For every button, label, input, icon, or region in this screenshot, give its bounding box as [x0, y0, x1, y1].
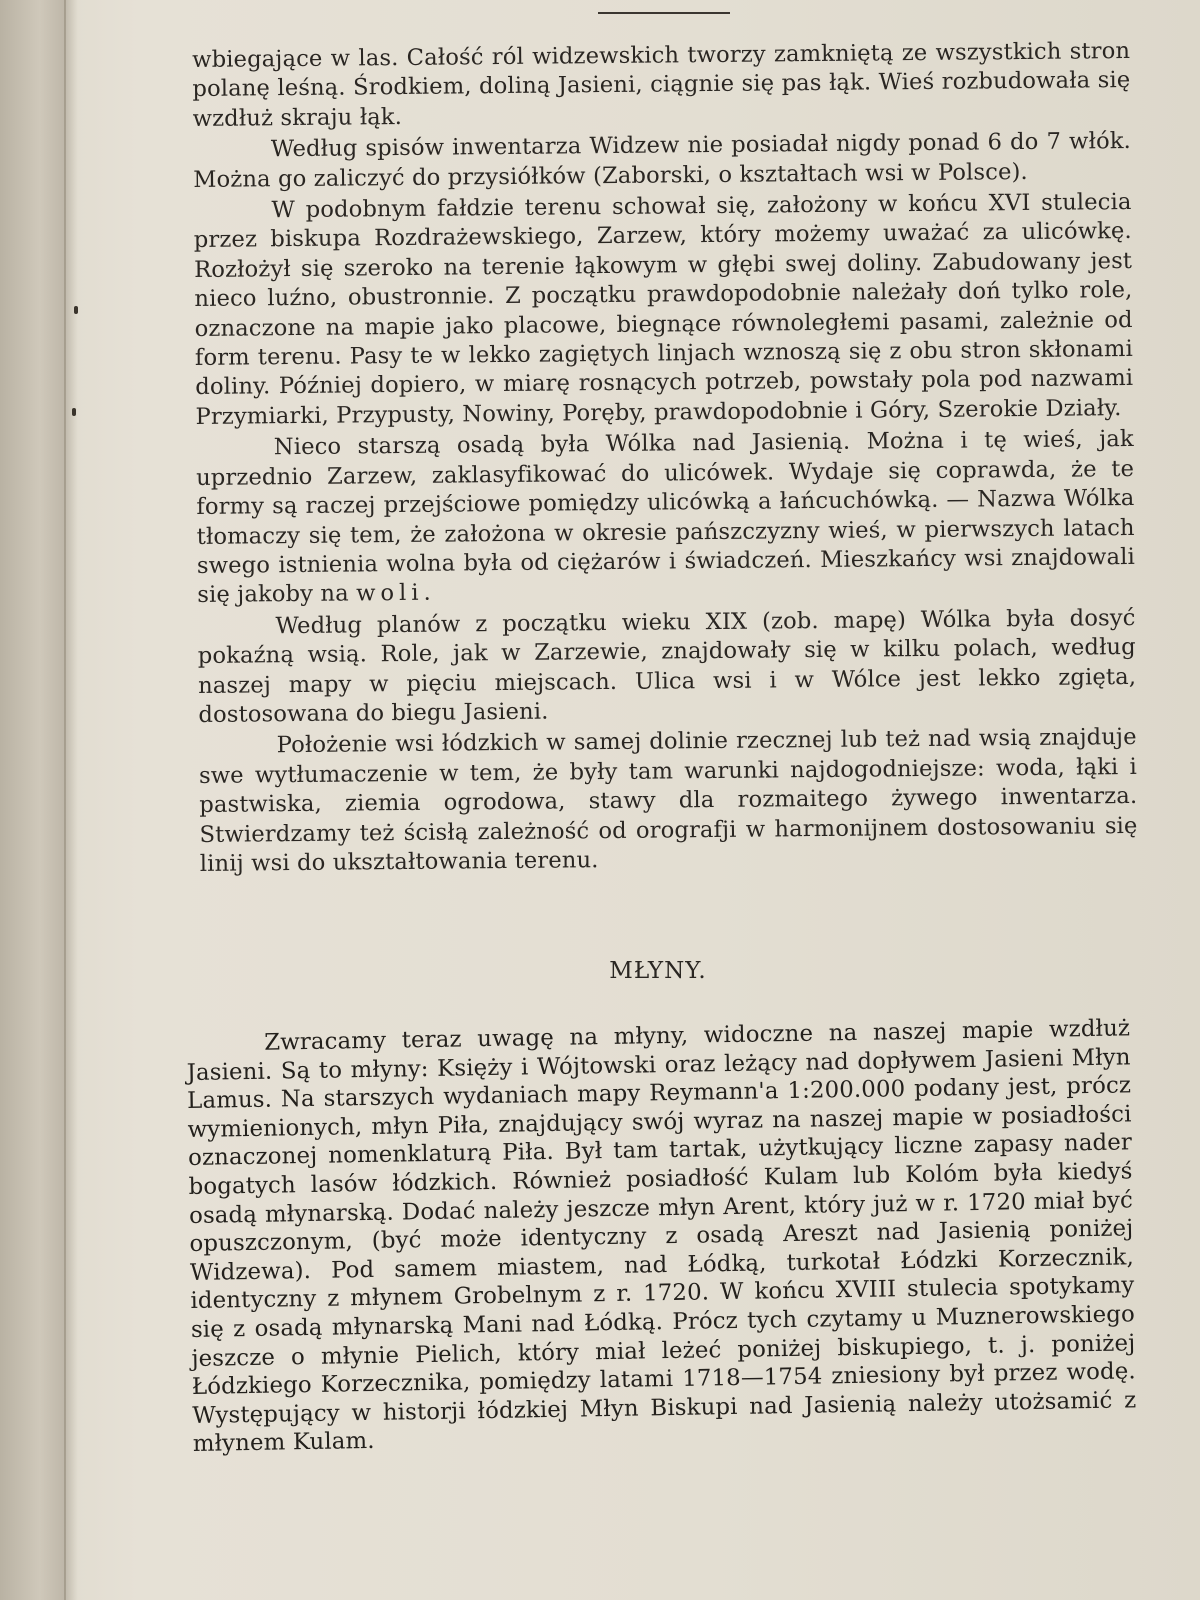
- mills-text: [186, 1014, 1137, 1458]
- spaced-word: woli.: [356, 579, 436, 607]
- left-page-edge: [0, 0, 66, 1600]
- paragraph: Według spisów inwentarza Widzew nie posiadał nigdy ponad 6 do 7 włók. Można go zaliczyć do przysiółków (Zaborski, o kształtach wsi w Polsce).: [193, 128, 1132, 193]
- section-title: MŁYNY.: [609, 958, 707, 984]
- paragraph: Według planów z początku wieku XIX (zob. mapę) Wólka była dosyć pokaźną wsią. Role, jak w Zarzewie, znajdowały się w kilku polach, według naszej mapy w pięciu miejscach. Ulica wsi i w Wólce jest lekko zgięta, dostosowana do biegu Jasieni.: [197, 604, 1137, 728]
- body-text: [192, 37, 1138, 879]
- margin-mark: [72, 408, 76, 416]
- page-gutter-shadow: [64, 0, 78, 1600]
- paragraph: Położenie wsi łódzkich w samej dolinie rzecznej lub też nad wsią znajduje swe wytłumaczenie w tem, że były tam warunki najdogodniejsze: woda, łąki i pastwiska, ziemia ogrodowa, stawy dla rozmaitego żywego inwentarza. Stwierdzamy też ścisłą zależność od orografji w harmonijnem dostosowaniu się linij wsi do ukształtowania terenu.: [198, 724, 1138, 877]
- paragraph: W podobnym fałdzie terenu schował się, założony w końcu XVI stulecia przez biskupa Rozdrażewskiego, Zarzew, który możemy uważać za ulicówkę. Rozłożył się szeroko na terenie łąkowym w głębi swej doliny. Zabudowany jest nieco luźno, obustronnie. Z początku prawdopodobnie należały doń tylko role, oznaczone na mapie jako placowe, biegnące równoległemi pasami, zależnie od form terenu. Pasy te w lekko zagiętych linjach wznoszą się z obu stron skłonami doliny. Później dopiero, w miarę rosnących potrzeb, powstały pola pod nazwami Przymiarki, Przypusty, Nowiny, Poręby, prawdopodobnie i Góry, Szerokie Działy.: [193, 189, 1134, 430]
- paragraph-text: Nieco starszą osadą była Wólka nad Jasienią. Można i tę wieś, jak uprzednio Zarzew, zaklasyfikować do ulicówek. Wydaje się coprawda, że te formy są raczej przejściowe pomiędzy ulicówką a łańcuchówką. — Nazwa Wólka tłomaczy się tem, że założona w okresie pańszczyzny wieś, w pierwszych latach swego istnienia wolna była od ciężarów i świadczeń. Mieszkańcy wsi znajdowali się jakoby na: [196, 426, 1136, 609]
- paragraph: [196, 425, 1136, 610]
- paragraph: wbiegające w las. Całość ról widzewskich tworzy zamkniętą ze wszystkich stron polanę leśną. Środkiem, doliną Jasieni, ciągnie się pas łąk. Wieś rozbudowała się wzdłuż skraju łąk.: [192, 37, 1131, 132]
- header-rule: [598, 12, 730, 14]
- margin-mark: [74, 306, 78, 314]
- paragraph: Zwracamy teraz uwagę na młyny, widoczne na naszej mapie wzdłuż Jasieni. Są to młyny: Księży i Wójtowski oraz leżący nad dopływem Jasieni Młyn Lamus. Na starszych wydaniach mapy Reymann'a 1:200.000 podany jest, prócz wymienionych, młyn Piła, znajdujący swój wyraz na naszej mapie w posiadłości oznaczonej nomenklaturą Piła. Był tam tartak, użytkujący liczne zapasy nader bogatych lasów łódzkich. Również posiadłość Kulam lub Kolóm była kiedyś osadą młynarską. Dodać należy jeszcze młyn Arent, który już w r. 1720 miał być opuszczonym, (być może identyczny z osadą Areszt nad Jasienią poniżej Widzewa). Pod samem miastem, nad Łódką, turkotał Łódzki Korzecznik, identyczny z młynem Grobelnym z r. 1720. W końcu XVIII stulecia spotykamy się z osadą młynarską Mani nad Łódką. Prócz tych czytamy u Muznerowskiego jeszcze o młynie Pielich, który miał leżeć poniżej biskupiego, t. j. poniżej Łódzkiego Korzecznika, pomiędzy latami 1718—1754 zniesiony był przez wodę. Występujący w historji łódzkiej Młyn Biskupi nad Jasienią należy utożsamić z młynem Kulam.: [186, 1015, 1137, 1458]
